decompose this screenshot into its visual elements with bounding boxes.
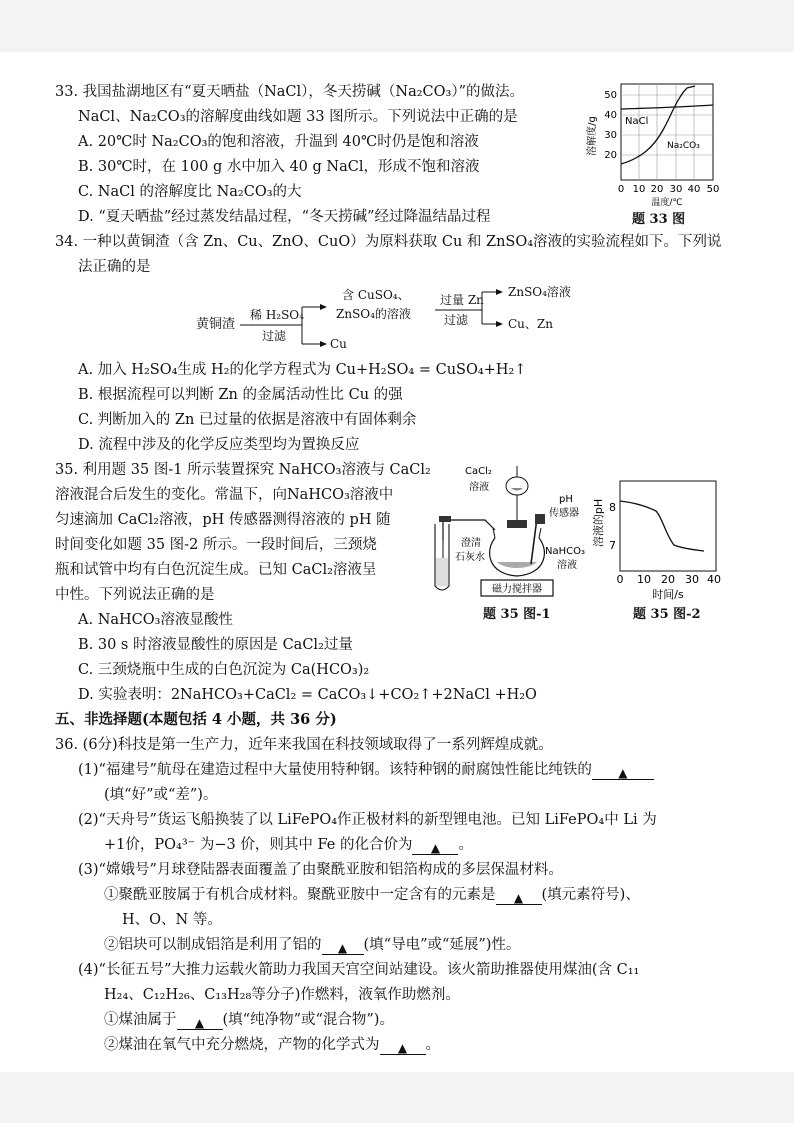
q36-part4-line2: H₂₄、C₁₂H₂₆、C₁₃H₂₈等分子)作燃料，液氧作助燃剂。: [104, 987, 460, 1003]
blank-marker: ▲: [194, 1016, 205, 1030]
q36-part1-line1: [78, 760, 654, 780]
top-margin: [0, 0, 794, 52]
limewater-label-2: 石灰水: [455, 552, 485, 563]
q36-part2-end: 。: [458, 837, 473, 853]
q36-part1-text: (1)“福建号”航母在建造过程中大量使用特种钢。该特种钢的耐腐蚀性能比纯铁的: [78, 762, 592, 778]
q33-y-axis-label: 溶解度/g: [587, 116, 598, 156]
q33-xtick: 30: [669, 184, 683, 195]
answer-blank-6[interactable]: [380, 1038, 426, 1055]
nahco3-solution-label: 溶液: [557, 560, 577, 571]
ph-probe: [531, 518, 537, 564]
q33-ytick: 20: [604, 150, 617, 161]
q35-stem-line2: 溶液混合后发生的变化。常温下，向NaHCO₃溶液中: [55, 487, 394, 503]
q36-part4-sub2-text: ②煤油在氧气中充分燃烧，产物的化学式为: [104, 1037, 380, 1053]
q36-part4-line1: (4)“长征五号”大推力运载火箭助力我国天宫空间站建设。该火箭助推器使用煤油(含 C₁₁: [78, 962, 640, 978]
blank-marker: ▲: [397, 1041, 408, 1055]
q35-xtick: 10: [637, 573, 651, 586]
q36-part4-sub1-text: ①煤油属于: [104, 1012, 177, 1028]
q33-na2co3-label: Na₂CO₃: [667, 141, 700, 151]
q36-intro: 36. (6分)科技是第一生产力，近年来我国在科技领域取得了一系列辉煌成就。: [55, 737, 553, 753]
q36-part3-sub1-cont: H、O、N 等。: [122, 912, 222, 928]
q33-stem-line1: 33. 我国盐湖地区有“夏天晒盐（NaCl），冬天捞碱（Na₂CO₃）”的做法。: [55, 84, 524, 100]
cacl2-label: CaCl₂: [465, 466, 492, 477]
q33-ytick: 50: [604, 90, 617, 101]
q36-part4-sub1-hint: (填“纯净物”或“混合物”)。: [222, 1012, 394, 1028]
q33-x-axis-label: 温度/℃: [651, 198, 683, 208]
q33-xtick: 0: [617, 184, 625, 195]
q35-x-axis-label: 时间/s: [652, 588, 684, 601]
ph-label: pH: [559, 494, 573, 505]
q34-option-c: C. 判断加入的 Zn 已过量的依据是溶液中有固体剩余: [78, 412, 417, 428]
section-heading: 五、非选择题(本题包括 4 小题，共 36 分): [55, 711, 337, 728]
q33-xtick: 40: [687, 184, 701, 195]
q36-part3-sub2-text: ②铝块可以制成铝箔是利用了铝的: [104, 937, 322, 953]
q35-ytick: 8: [609, 501, 616, 514]
q35-xtick: 0: [616, 573, 624, 586]
q33-ytick: 40: [604, 110, 617, 121]
q34-stem-line1: 34. 一种以黄铜渣（含 Zn、Cu、ZnO、CuO）为原料获取 Cu 和 ZnSO₄溶液的实验流程如下。下列说: [55, 234, 722, 250]
q33-ytick: 30: [604, 130, 617, 141]
flow-step2-reagent: 过量 Zn: [440, 293, 484, 307]
q35-y-axis-label: 溶液的pH: [592, 498, 605, 548]
cacl2-solution-label: 溶液: [469, 482, 489, 493]
q35-ytick: 7: [609, 539, 616, 552]
blank-marker: ▲: [430, 841, 441, 855]
q35-fig2-caption: 题 35 图-2: [633, 607, 701, 622]
q35-xtick: 20: [661, 573, 675, 586]
q36-part1-line2: (填“好”或“差”)。: [104, 787, 218, 803]
q33-option-b: B. 30℃时，在 100 g 水中加入 40 g NaCl，形成不饱和溶液: [78, 159, 480, 175]
answer-blank-4[interactable]: [322, 938, 364, 955]
q36-part3-sub1: [104, 885, 640, 905]
flow-step2-op: 过滤: [444, 313, 469, 327]
three-neck-flask: [490, 538, 545, 576]
q35-xtick: 40: [707, 573, 721, 586]
q33-solubility-chart: [583, 78, 733, 208]
q35-stem-line1: 35. 利用题 35 图-1 所示装置探究 NaHCO₃溶液与 CaCl₂: [55, 462, 431, 478]
dropping-funnel: [506, 477, 528, 495]
answer-blank-5[interactable]: [177, 1013, 223, 1030]
q36-part2-text: +1价，PO₄³⁻ 为−3 价，则其中 Fe 的化合价为: [104, 837, 413, 853]
q36-part2-line2: [104, 835, 473, 855]
q35-apparatus-figure: [425, 458, 597, 608]
q35-stem-line4: 时间变化如题 35 图-2 所示。一段时间后，三颈烧: [55, 537, 377, 553]
q36-part4-sub2-end: 。: [425, 1037, 440, 1053]
q35-ph-chart: [588, 473, 728, 601]
q36-part3-line1: (3)“嫦娥号”月球登陆器表面覆盖了由聚酰亚胺和铝箔构成的多层保温材料。: [78, 862, 563, 878]
q33-nacl-curve: [621, 105, 713, 109]
q34-option-d: D. 流程中涉及的化学反应类型均为置换反应: [78, 437, 360, 453]
flow-out-solution: ZnSO₄溶液: [508, 285, 571, 299]
q34-option-a: A. 加入 H₂SO₄生成 H₂的化学方程式为 Cu+H₂SO₄ = CuSO₄+H₂↑: [78, 362, 527, 378]
flow-step1-op: 过滤: [262, 329, 287, 343]
q36-part4-sub2: [104, 1035, 440, 1055]
q36-part3-sub2-hint: (填“导电”或“延展”)性。: [363, 937, 521, 953]
q34-flowchart: [190, 282, 610, 354]
flow-residue: Cu: [330, 337, 347, 351]
q35-stem-line5: 瓶和试管中均有白色沉淀生成。已知 CaCl₂溶液呈: [55, 562, 377, 578]
q33-plot-frame: [621, 84, 713, 180]
q35-option-a: A. NaHCO₃溶液显酸性: [78, 612, 233, 628]
q33-xtick: 10: [632, 184, 646, 195]
q33-option-c: C. NaCl 的溶解度比 Na₂CO₃的大: [78, 184, 302, 200]
q33-option-a: A. 20℃时 Na₂CO₃的饱和溶液，升温到 40℃时仍是饱和溶液: [78, 134, 479, 150]
q35-plot-frame: [620, 481, 716, 571]
q33-caption: 题 33 图: [632, 212, 686, 227]
q36-part3-sub1-hint: (填元素符号)、: [541, 887, 640, 903]
blank-marker: ▲: [337, 941, 348, 955]
q35-stem-line6: 中性。下列说法正确的是: [55, 587, 215, 603]
q33-stem-line2: NaCl、Na₂CO₃的溶解度曲线如题 33 图所示。下列说法中正确的是: [78, 109, 518, 125]
sensor-label: 传感器: [549, 508, 579, 519]
q35-fig1-caption: 题 35 图-1: [483, 607, 551, 622]
blank-marker: ▲: [513, 891, 524, 905]
blank-marker: ▲: [618, 766, 628, 780]
q33-nacl-label: NaCl: [625, 116, 649, 127]
q36-part3-sub1-text: ①聚酰亚胺属于有机合成材料。聚酰亚胺中一定含有的元素是: [104, 887, 496, 903]
q33-xtick: 20: [650, 184, 664, 195]
q35-option-d: D. 实验表明：2NaHCO₃+CaCl₂ = CaCO₃↓+CO₂↑+2NaCl +H₂O: [78, 687, 537, 703]
q33-y-ticks: [604, 90, 617, 161]
q36-part2-line1: (2)“天舟号”货运飞船换装了以 LiFePO₄作正极材料的新型锂电池。已知 LiFePO₄中 Li 为: [78, 812, 657, 828]
limewater-label-1: 澄清: [461, 538, 481, 549]
q35-option-c: C. 三颈烧瓶中生成的白色沉淀为 Ca(HCO₃)₂: [78, 662, 370, 678]
answer-blank-3[interactable]: [496, 888, 542, 905]
bottom-margin: [0, 1072, 794, 1123]
nahco3-label: NaHCO₃: [545, 546, 585, 557]
q34-stem-line2: 法正确的是: [78, 259, 151, 275]
flow-start: 黄铜渣: [196, 317, 236, 332]
gas-delivery-tube: [443, 520, 495, 540]
q33-xtick: 50: [706, 184, 720, 195]
q36-part3-sub2: [104, 935, 520, 955]
q35-stem-line3: 匀速滴加 CaCl₂溶液，pH 传感器测得溶液的 pH 随: [55, 512, 391, 528]
answer-blank-2[interactable]: [412, 838, 458, 855]
q34-option-b: B. 根据流程可以判断 Zn 的金属活动性比 Cu 的强: [78, 387, 403, 403]
flow-out-solid: Cu、Zn: [508, 317, 553, 331]
q33-option-d: D. “夏天晒盐”经过蒸发结晶过程，“冬天捞碱”经过降温结晶过程: [78, 209, 491, 225]
flow-step1-reagent: 稀 H₂SO₄: [250, 308, 304, 322]
stirrer-label: 磁力搅拌器: [492, 584, 542, 595]
flow-solution-1: 含 CuSO₄、: [342, 288, 410, 302]
answer-blank-1[interactable]: [592, 763, 654, 780]
q35-option-b: B. 30 s 时溶液显酸性的原因是 CaCl₂过量: [78, 637, 353, 653]
q35-ph-curve: [620, 501, 704, 551]
q35-xtick: 30: [685, 573, 699, 586]
q36-part4-sub1: [104, 1010, 394, 1030]
flow-solution-2: ZnSO₄的溶液: [336, 307, 411, 321]
